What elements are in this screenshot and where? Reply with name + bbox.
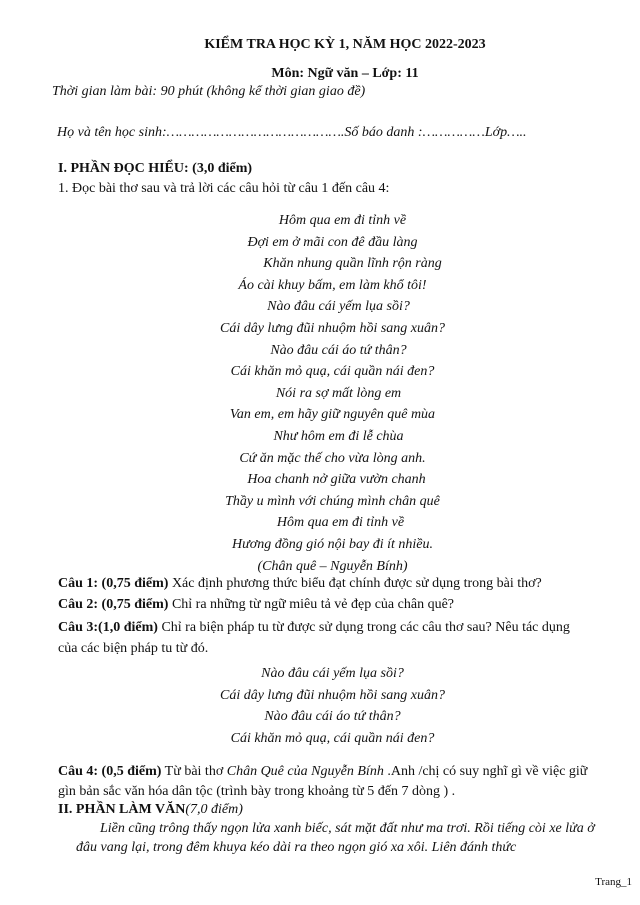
exam-title: KIỂM TRA HỌC KỲ 1, NĂM HỌC 2022-2023 [204, 37, 486, 52]
poem [0, 210, 640, 577]
poem-excerpt [0, 663, 640, 749]
section-writing-heading [58, 801, 243, 819]
exam-subject: Môn: Ngữ văn – Lớp: 11 [271, 66, 419, 81]
writing-passage: Liền cũng trông thấy ngọn lửa xanh biếc, sát mặt đất như ma trơi. Rồi tiếng còi xe lửa ở đâu vang lại, trong đêm khuya kéo dài ra theo ngọn gió xa xôi. Liên đánh thức [76, 821, 595, 855]
poem-line: Cái dây lưng đũi nhuộm hồi sang xuân? [219, 320, 446, 336]
poem-line: Hương đồng gió nội bay đi ít nhiều. [232, 536, 433, 552]
student-info-line: Họ và tên học sinh:…………………………………….Số báo danh :……………Lớp….. [57, 125, 527, 140]
poem-line: Nào đâu cái yếm lụa sồi? [267, 299, 410, 315]
excerpt-line: Cái khăn mỏ quạ, cái quần nái đen? [230, 730, 435, 746]
poem-line: Hôm qua em đi tỉnh về [276, 515, 405, 531]
question-1 [58, 575, 588, 593]
question-2-text: Chỉ ra những từ ngữ miêu tả vẻ đẹp của chân quê? [168, 597, 455, 612]
poem-line: Thầy u mình với chúng mình chân quê [225, 493, 440, 509]
poem-line: Áo cài khuy bấm, em làm khổ tôi! [238, 277, 427, 293]
question-3-text: Chỉ ra biện pháp tu từ được sử dụng trong các câu thơ sau? Nêu tác dụng của các biện pháp tu từ đó. [58, 620, 570, 656]
excerpt-line: Nào đâu cái yếm lụa sồi? [261, 666, 404, 681]
question-4-text-a: Từ bài thơ [161, 764, 227, 779]
question-4-label: Câu 4: (0,5 điểm) [58, 764, 162, 779]
excerpt-line: Cái dây lưng đũi nhuộm hồi sang xuân? [219, 687, 446, 703]
poem-source: (Chân quê – Nguyễn Bính) [257, 558, 408, 574]
section-writing-points: (7,0 điểm) [185, 802, 243, 817]
page-number: Trang_1 [595, 876, 632, 888]
poem-line: Đợi em ở mãi con đê đầu làng [247, 234, 418, 250]
poem-line: Nói ra sợ mất lòng em [275, 385, 402, 401]
poem-line: Như hôm em đi lễ chùa [273, 428, 404, 444]
question-3 [58, 617, 588, 659]
question-2 [58, 596, 588, 614]
question-4-poem-ref: Chân Quê của Nguyễn Bính [226, 764, 384, 779]
poem-line: Nào đâu cái áo tứ thân? [270, 342, 407, 358]
poem-line: Cái khăn mỏ quạ, cái quần nái đen? [230, 364, 435, 380]
poem-line: Khăn nhung quần lĩnh rộn ràng [263, 256, 442, 272]
poem-line: Cứ ăn mặc thế cho vừa lòng anh. [239, 450, 426, 466]
poem-line: Van em, em hãy giữ nguyên quê mùa [229, 407, 436, 423]
poem-line: Hôm qua em đi tỉnh về [278, 213, 407, 228]
poem-line: Hoa chanh nở giữa vườn chanh [247, 472, 426, 488]
question-1-label: Câu 1: (0,75 điểm) [58, 576, 169, 591]
reading-instruction: 1. Đọc bài thơ sau và trả lời các câu hỏi từ câu 1 đến câu 4: [58, 181, 390, 196]
section-reading-heading: I. PHẦN ĐỌC HIỂU: (3,0 điểm) [58, 161, 253, 176]
section-writing-title: II. PHẦN LÀM VĂN [58, 802, 186, 817]
question-3-label: Câu 3:(1,0 điểm) [58, 620, 158, 635]
excerpt-line: Nào đâu cái áo tứ thân? [264, 709, 401, 724]
question-2-label: Câu 2: (0,75 điểm) [58, 597, 169, 612]
question-1-text: Xác định phương thức biểu đạt chính được sử dụng trong bài thơ? [168, 576, 542, 591]
exam-time: Thời gian làm bài: 90 phút (không kể thời gian giao đề) [52, 84, 366, 99]
question-4-text-c: .Anh /chị có suy nghĩ gì về việc giữ gìn bản sắc văn hóa dân tộc (trình bày trong khoảng từ 5 đến 7 dòng ) . [58, 764, 588, 799]
question-4 [58, 762, 588, 802]
